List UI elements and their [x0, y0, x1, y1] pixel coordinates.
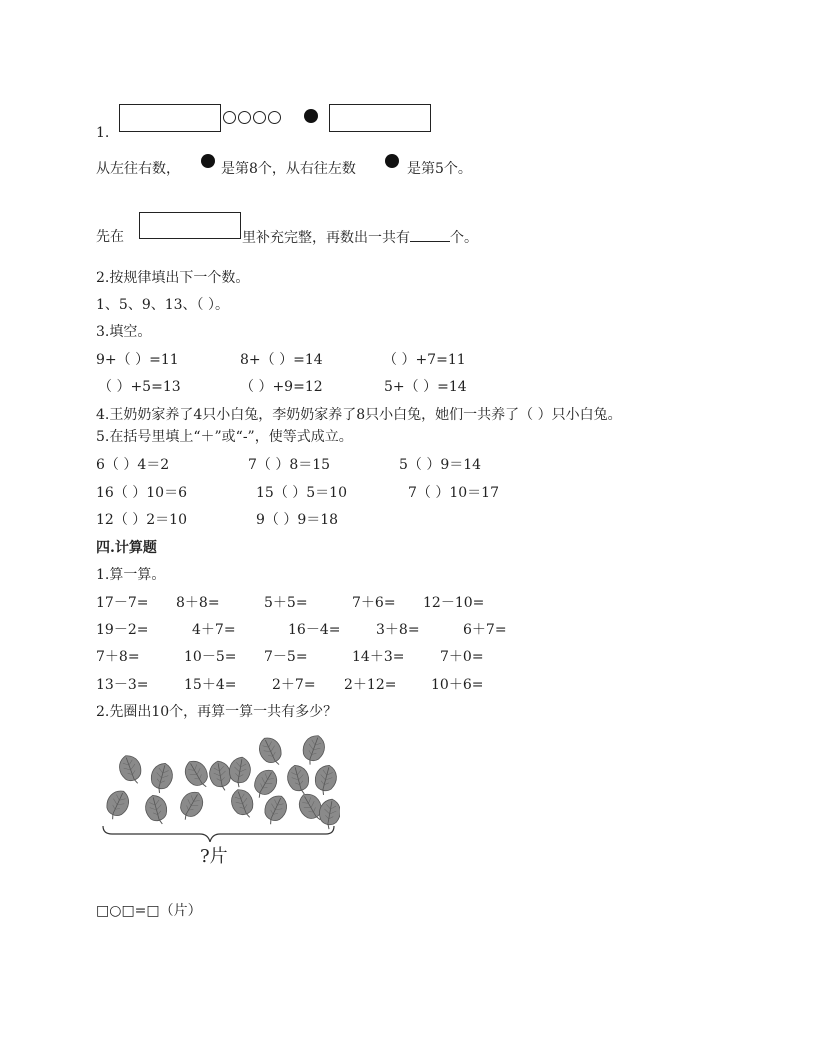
- leaves-title: 2.先圈出10个，再算一算一共有多少？: [96, 704, 338, 720]
- calc-item: 2＋12=: [344, 677, 397, 693]
- q3-item: 8+（ ）=14: [240, 352, 323, 368]
- q5-item: 6（ ）4＝2: [96, 457, 170, 473]
- q3-title: 3.填空。: [96, 324, 152, 340]
- q3-item: 9+（ ）=11: [96, 352, 179, 368]
- calc-item: 13－3=: [96, 677, 149, 693]
- leaf-icon: [285, 763, 313, 797]
- calc-item: 7＋8=: [96, 649, 140, 665]
- hollow-circle-icon: [253, 111, 266, 124]
- q5-item: 12（ ）2＝10: [96, 512, 187, 528]
- calc-item: 7＋6=: [352, 595, 396, 611]
- q1-sentence2-start: 先在: [96, 229, 124, 245]
- q5-item: 9（ ）9＝18: [256, 512, 339, 528]
- calc-item: 5＋5=: [264, 595, 308, 611]
- brace-shape: [103, 826, 334, 842]
- q1-hollow-circles: [223, 108, 283, 126]
- q5-title: 5.在括号里填上“＋”或“-”，使等式成立。: [96, 429, 353, 445]
- leaf-icon: [298, 732, 328, 767]
- calc-item: 2＋7=: [272, 677, 316, 693]
- q1-blank-box-left[interactable]: [119, 104, 221, 132]
- calc-item: 8＋8=: [176, 595, 220, 611]
- q5-item: 16（ ）10＝6: [96, 485, 187, 501]
- q3-item: 5+（ ）=14: [384, 379, 467, 395]
- leaf-icon: [143, 793, 171, 827]
- calc-item: 7＋0=: [440, 649, 484, 665]
- calc-item: 4＋7=: [192, 622, 236, 638]
- hollow-circle-icon: [238, 111, 251, 124]
- leaf-icon: [208, 759, 234, 792]
- q3-item: （ ）+9=12: [240, 379, 323, 395]
- leaf-icon: [312, 763, 340, 797]
- q5-item: 5（ ）9＝14: [399, 457, 482, 473]
- leaf-icon: [175, 788, 208, 824]
- calc-item: 17－7=: [96, 595, 149, 611]
- leaf-icon: [116, 752, 146, 787]
- q1-sentence1-middle: 是第8个，从右往左数: [221, 161, 356, 177]
- q1-filled-circle-icon: [304, 109, 318, 123]
- calc-item: 10＋6=: [431, 677, 484, 693]
- q1-sentence2-text: 里补充完整，再数出一共有: [242, 230, 410, 246]
- filled-circle-icon: [201, 154, 215, 168]
- calc-item: 10－5=: [184, 649, 237, 665]
- hollow-circle-icon: [268, 111, 281, 124]
- calc-item: 6＋7=: [463, 622, 507, 638]
- q1-sentence1: [96, 160, 180, 178]
- calc-item: 7－5=: [264, 649, 308, 665]
- q5-item: 7（ ）8＝15: [248, 457, 331, 473]
- q3-item: （ ）+7=11: [383, 352, 466, 368]
- q4-text: 4.王奶奶家养了4只小白兔，李奶奶家养了8只小白兔，她们一共养了（ ）只小白兔。: [96, 407, 622, 423]
- leaves-answer-line: □○□=□（片）: [96, 903, 202, 919]
- calc-item: 19－2=: [96, 622, 149, 638]
- q1-sentence1-part1: 从左往右数，: [96, 161, 180, 177]
- calc-item: 15＋4=: [184, 677, 237, 693]
- q1-sentence1-end: 是第5个。: [407, 161, 472, 177]
- calc-item: 16－4=: [288, 622, 341, 638]
- q1-sentence2-box[interactable]: [139, 212, 241, 239]
- q2-title: 2.按规律填出下一个数。: [96, 270, 250, 286]
- q1-sentence2-end: 个。: [450, 230, 478, 246]
- calc-item: 12－10=: [423, 595, 485, 611]
- leaves-illustration: [100, 730, 340, 842]
- hollow-circle-icon: [223, 111, 236, 124]
- q1-number: 1.: [96, 125, 110, 141]
- leaf-icon: [148, 761, 176, 795]
- section4-title: 四.计算题: [96, 540, 157, 556]
- leaf-icon: [228, 786, 258, 821]
- q3-item: （ ）+5=13: [98, 379, 181, 395]
- answer-blank[interactable]: [410, 228, 450, 242]
- leaf-icon: [255, 734, 286, 770]
- q5-item: 15（ ）5＝10: [256, 485, 347, 501]
- calc-item: 3＋8=: [376, 622, 420, 638]
- leaf-icon: [181, 757, 214, 793]
- leaf-icon: [101, 787, 132, 823]
- calc-title: 1.算一算。: [96, 567, 166, 583]
- q1-blank-box-right[interactable]: [329, 104, 431, 132]
- q1-sentence2-middle: [242, 228, 478, 247]
- brace-label: ?片: [200, 846, 228, 867]
- q2-sequence: 1、5、9、13、（ ）。: [96, 297, 229, 313]
- calc-item: 14＋3=: [352, 649, 405, 665]
- leaf-icon: [227, 755, 253, 788]
- filled-circle-icon: [385, 154, 399, 168]
- q5-item: 7（ ）10＝17: [408, 485, 499, 501]
- leaf-icon: [259, 792, 290, 828]
